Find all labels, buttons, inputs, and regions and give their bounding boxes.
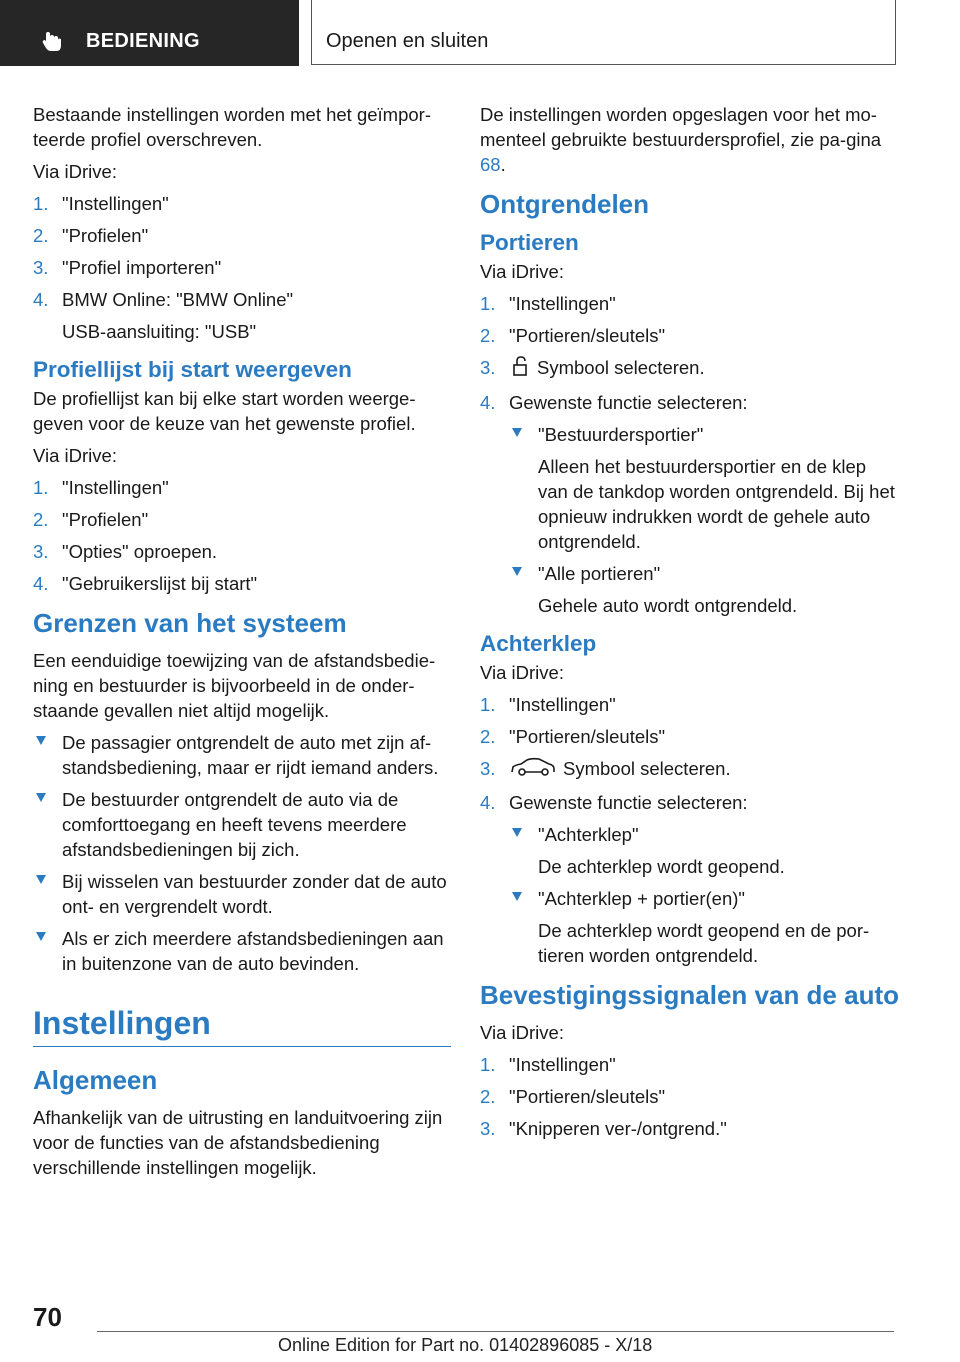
hand-pointer-icon — [40, 28, 66, 59]
chapter-box — [311, 0, 896, 65]
via-idrive-label: Via iDrive: — [480, 1022, 564, 1044]
list-item: 1. "Instellingen" — [480, 1054, 616, 1076]
achterklep-steps-list — [480, 692, 900, 968]
heading-algemeen: Algemeen — [33, 1065, 158, 1095]
profiellijst-paragraph: De profiellijst kan bij elke start worden weerge-geven voor de keuze van het gewenste profiel. — [33, 388, 416, 434]
heading-achterklep: Achterklep — [480, 631, 597, 657]
list-item: 3. "Profiel importeren" — [33, 257, 222, 278]
achterklep-options — [509, 822, 900, 968]
left-column — [33, 102, 451, 1187]
via-idrive-label: Via iDrive: — [33, 161, 117, 182]
heading-ontgrendelen: Ontgrendelen — [480, 189, 650, 219]
grenzen-bullets — [33, 730, 451, 976]
via-idrive-label: Via iDrive: — [480, 662, 564, 684]
triangle-bullet-icon — [36, 736, 46, 745]
list-item: 1. "Instellingen" — [480, 293, 616, 314]
triangle-bullet-icon — [512, 567, 522, 576]
list-item: 4. BMW Online: "BMW Online" USB-aansluiting: "USB" — [33, 287, 451, 344]
bullet-item: "Bestuurdersportier" Alleen het bestuurdersportier en de klep van de tankdop worden ontgrendeld. Bij het opnieuw indrukken wordt de gehele auto ontgrendeld. — [509, 422, 900, 554]
triangle-bullet-icon — [36, 875, 46, 884]
list-item: 2. "Portieren/sleutels" — [480, 726, 666, 748]
heading-bevestiging: Bevestigingssignalen van de auto — [480, 980, 899, 1011]
triangle-bullet-icon — [512, 892, 522, 901]
list-item: 2. "Portieren/sleutels" — [480, 325, 666, 346]
list-item: 2. "Portieren/sleutels" — [480, 1086, 666, 1108]
via-idrive-label: Via iDrive: — [33, 445, 117, 466]
heading-portieren: Portieren — [480, 230, 579, 255]
import-steps-list — [33, 191, 451, 344]
bullet-item: "Achterklep + portier(en)" De achterklep wordt geopend en de por-tieren worden ontgrendeld. — [509, 886, 900, 968]
triangle-bullet-icon — [36, 793, 46, 802]
footer-edition: Online Edition for Part no. 01402896085 - X/18 — [278, 1335, 653, 1355]
portieren-steps-list — [480, 291, 900, 618]
list-item: 1. "Instellingen" — [480, 694, 616, 716]
right-column — [480, 102, 900, 1148]
triangle-bullet-icon — [36, 932, 46, 941]
bullet-item: "Achterklep" De achterklep wordt geopend. — [509, 822, 900, 879]
heading-instellingen: Instellingen — [33, 1005, 211, 1041]
page-number: 70 — [33, 1302, 62, 1332]
intro-paragraph: Bestaande instellingen worden met het geïmpor-teerde profiel overschreven. — [33, 104, 431, 150]
heading-grenzen: Grenzen van het systeem — [33, 608, 347, 638]
page-link[interactable]: 68 — [480, 154, 501, 175]
intro-paragraph: De instellingen worden opgeslagen voor het mo-menteel gebruikte bestuurdersprofiel, zie pa-gina 68. — [480, 104, 882, 175]
heading-profiellijst: Profiellijst bij start weergeven — [33, 357, 352, 382]
footer-rule — [97, 1331, 894, 1332]
chapter-title: Openen en sluiten — [326, 30, 489, 52]
heading-rule — [33, 1046, 451, 1047]
section-tab — [0, 0, 299, 66]
triangle-bullet-icon — [512, 828, 522, 837]
bullet-item: De bestuurder ontgrendelt de auto via de comforttoegang en heeft tevens meerdere afstandsbedieningen bij zich. — [33, 787, 451, 862]
list-item: 2. "Profielen" — [33, 509, 149, 530]
list-item: 4. Gewenste functie selecteren: "Bestuurdersportier" Alleen het bestuurdersportier en de klep van de tankdop worden ontgrendeld. Bij het opnieuw indrukken wordt de gehele auto ontgrendeld. "Alle portieren" Gehele auto wordt ontgrendeld. — [480, 390, 900, 618]
via-idrive-label: Via iDrive: — [480, 261, 564, 282]
list-item: 3. "Opties" oproepen. — [33, 541, 218, 562]
list-item: 3. Symbool selecteren. — [480, 355, 900, 383]
list-item: 4. "Gebruikerslijst bij start" — [33, 573, 258, 594]
triangle-bullet-icon — [512, 428, 522, 437]
list-item: 3. "Knipperen ver-/ontgrend." — [480, 1118, 727, 1140]
bevestiging-steps-list — [480, 1052, 900, 1141]
list-item: 3. Symbool selecteren. — [480, 756, 900, 783]
page-header — [0, 0, 960, 66]
bullet-item: De passagier ontgrendelt de auto met zijn af-standsbediening, maar er rijdt iemand anders. — [33, 730, 451, 780]
profiellijst-steps-list — [33, 475, 451, 596]
list-item: 1. "Instellingen" — [33, 193, 169, 214]
list-item: 2. "Profielen" — [33, 225, 149, 246]
section-label: BEDIENING — [86, 30, 200, 52]
grenzen-paragraph: Een eenduidige toewijzing van de afstandsbedie-ning en bestuurder is bijvoorbeeld in de onder-staande gevallen niet altijd mogelijk. — [33, 650, 436, 721]
algemeen-paragraph: Afhankelijk van de uitrusting en landuitvoering zijn voor de functies van de afstandsbediening verschillende instellingen mogelijk. — [33, 1107, 443, 1178]
bullet-item: Bij wisselen van bestuurder zonder dat de auto ont- en vergrendelt wordt. — [33, 869, 451, 919]
list-item: 1. "Instellingen" — [33, 477, 169, 498]
portieren-options — [509, 422, 900, 618]
bullet-item: Als er zich meerdere afstandsbedieningen aan in buitenzone van de auto bevinden. — [33, 926, 451, 976]
car-tailgate-icon — [509, 757, 557, 783]
unlock-icon — [509, 355, 531, 383]
bullet-item: "Alle portieren" Gehele auto wordt ontgrendeld. — [509, 561, 900, 618]
list-item: 4. Gewenste functie selecteren: "Achterklep" De achterklep wordt geopend. "Achterklep + portier(en)" De achterklep wordt geopend en de por-tieren worden ontgrendeld. — [480, 790, 900, 968]
list-item-sub: USB-aansluiting: "USB" — [62, 321, 257, 342]
